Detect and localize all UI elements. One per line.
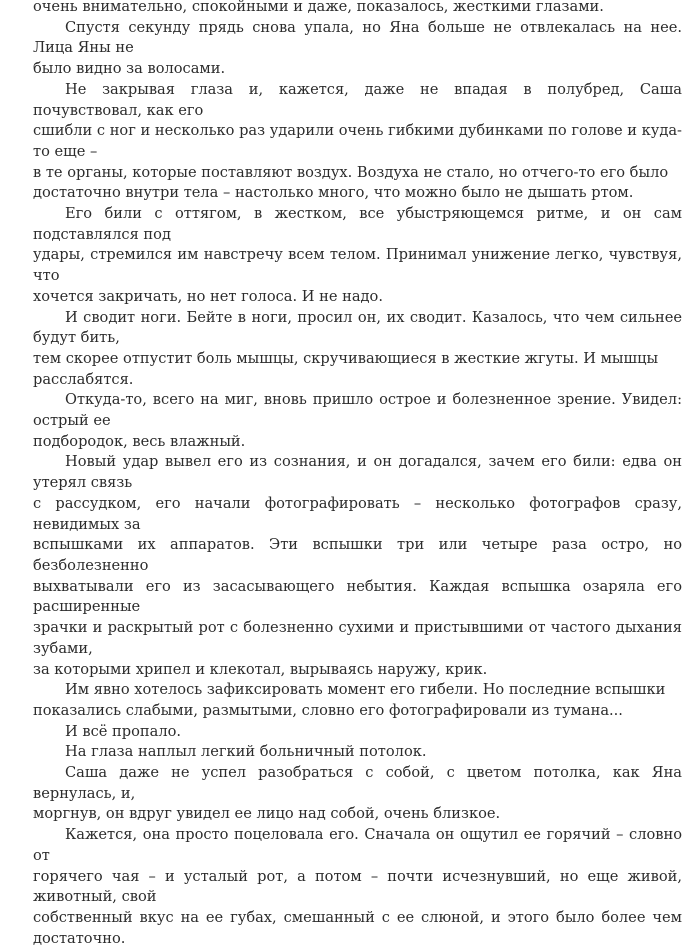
paragraph: Новый удар вывел его из сознания, и он догадался, зачем его били: едва он утерял связь с рассудком, его начали фотографировать – несколько фотографов сразу, невидимых за вспышками их аппаратов. Эти вспышки три или четыре раза остро, но безболезненно выхватывали его из засасывающего небытия. Каждая вспышка озаряла его расширенные зрачки и раскрытый рот с болезненно сухими и пристывшими от частого дыхания зубами, за которыми хрипел и клекотал, вырываясь наружу, крик.	[33, 453, 682, 678]
paragraph: И сводит ноги. Бейте в ноги, просил он, их сводит. Казалось, что чем сильнее будут бить, тем скорее отпустит боль мышцы, скручивающиеся в жесткие жгуты. И мышцы расслабятся.	[33, 308, 682, 388]
paragraph: Саша даже не успел разобраться с собой, с цветом потолка, как Яна вернулась, и, моргнув, он вдруг увидел ее лицо над собой, очень близкое.	[33, 764, 682, 823]
paragraph: Откуда-то, всего на миг, вновь пришло острое и болезненное зрение. Увидел: острый ее подбородок, весь влажный.	[33, 391, 682, 450]
paragraph: Им явно хотелось зафиксировать момент его гибели. Но последние вспышки показались слабыми, размытыми, словно его фотографировали из тумана...	[33, 681, 666, 719]
paragraph: И всё пропало.	[65, 722, 182, 740]
paragraph: Его били с оттягом, в жестком, все убыстряющемся ритме, и он сам подставлялся под удары, стремился им навстречу всем телом. Принимал унижение легко, чувствуя, что хочется закричать, но нет голоса. И не надо.	[33, 205, 682, 305]
paragraph: Кажется, она просто поцеловала его. Сначала он ощутил ее горячий – словно от горячего чая – и усталый рот, а потом – почти исчезнувший, но еще живой, животный, свой собственный вкус на ее губах, смешанный с ее слюной, и этого было более чем достаточно.	[33, 826, 682, 947]
paragraph: Не закрывая глаза и, кажется, даже не впадая в полубред, Саша почувствовал, как его сшибли с ног и несколько раз ударили очень гибкими дубинками по голове и куда-то еще – в те органы, которые поставляют воздух. Воздуха не стало, но отчего-то его было достаточно внутри тела – настолько много, что можно было не дышать ртом.	[33, 80, 682, 202]
paragraph: Спустя секунду прядь снова упала, но Яна больше не отвлекалась на нее. Лица Яны не было видно за волосами.	[33, 18, 682, 78]
paragraph: На глаза наплыл легкий больничный потолок.	[65, 743, 427, 761]
paragraph: очень внимательно, спокойными и даже, показалось, жесткими глазами.	[33, 0, 604, 15]
